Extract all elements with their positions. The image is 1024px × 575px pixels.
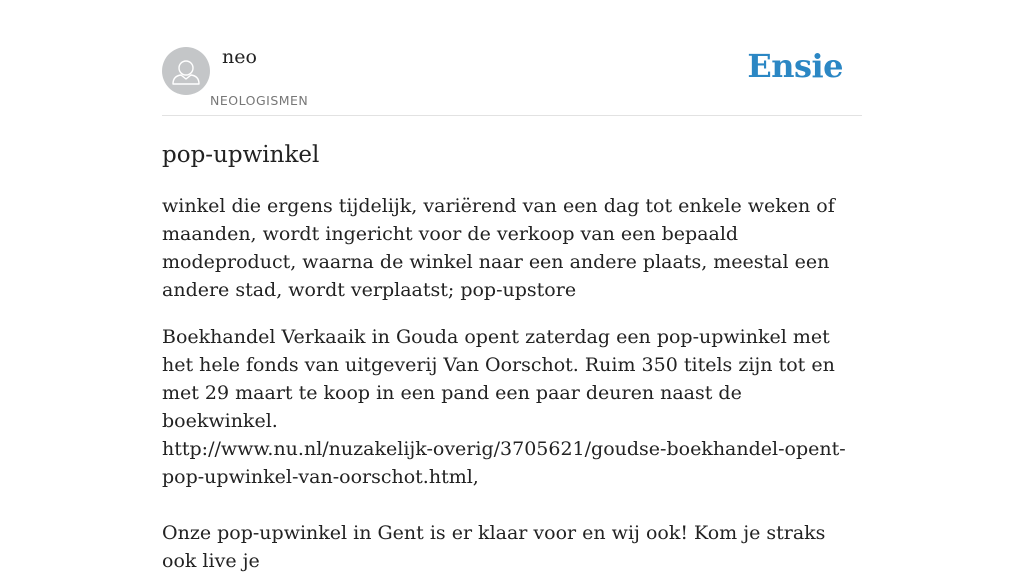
example-1-url: http://www.nu.nl/nuzakelijk-overig/3705621/goudse-boekhandel-opent-pop-upwinkel-van-oorschot.html, [162,438,846,488]
ensie-logo[interactable]: Ensie [747,47,843,85]
entry-header [162,0,862,116]
collection-label[interactable]: NEOLOGISMEN [210,93,309,108]
username[interactable]: neo [222,46,257,68]
entry-definition: winkel die ergens tijdelijk, variërend van een dag tot enkele weken of maanden, wordt ingericht voor de verkoop van een bepaald modeproduct, waarna de winkel naar een andere plaats, meestal een andere stad, wordt verplaatst; pop-upstore [162,195,835,301]
entry-example-1 [162,323,862,491]
page-content [162,0,862,575]
example-1-text: Boekhandel Verkaaik in Gouda opent zaterdag een pop-upwinkel met het hele fonds van uitgeverij Van Oorschot. Ruim 350 titels zijn tot en met 29 maart te koop in een pand een paar deuren naast de boekwinkel. [162,326,835,432]
entry-example-2: Onze pop-upwinkel in Gent is er klaar voor en wij ook! Kom je straks ook live je [162,522,826,572]
user-avatar-icon[interactable] [162,47,210,95]
entry-title: pop-upwinkel [162,142,320,168]
